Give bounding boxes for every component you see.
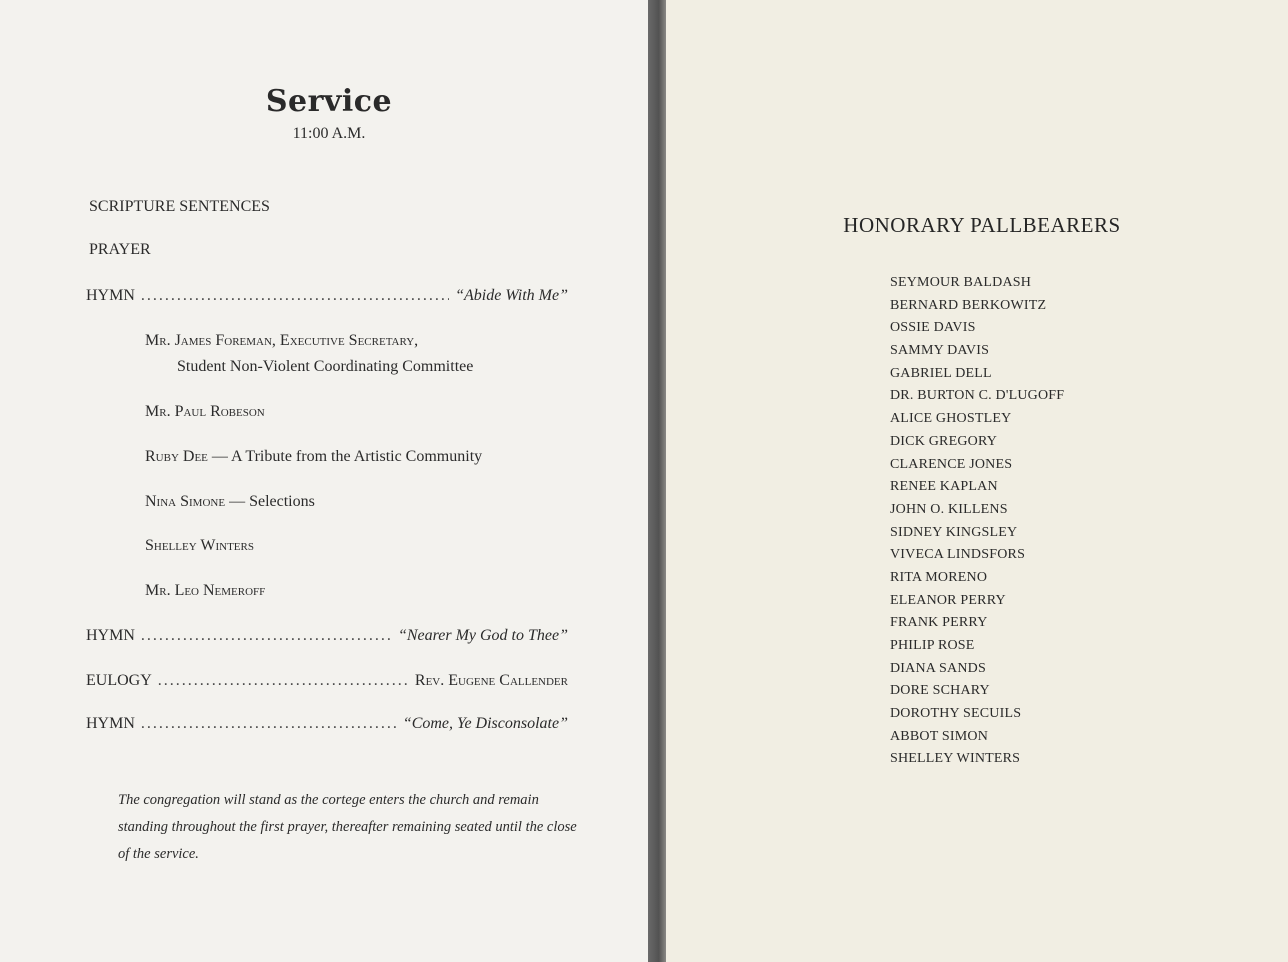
- prayer: PRAYER: [89, 241, 151, 258]
- pallbearer-name: SEYMOUR BALDASH: [890, 275, 1032, 290]
- speaker-5: Shelley Winters: [145, 537, 254, 554]
- pallbearer-name: BERNARD BERKOWITZ: [890, 297, 1047, 313]
- eulogy-label: EULOGY: [86, 672, 152, 689]
- pallbearer-name: SIDNEY KINGSLEY: [890, 524, 1018, 540]
- pallbearer-name: VIVECA LINDSFORS: [890, 547, 1026, 563]
- service-title: Service: [265, 84, 393, 119]
- pallbearer-name: ALICE GHOSTLEY: [890, 411, 1012, 427]
- hymn-row-3: [86, 715, 568, 733]
- pallbearer-name: OSSIE DAVIS: [890, 320, 976, 336]
- speaker-role: — Selections: [225, 493, 315, 510]
- speaker-3: [145, 448, 482, 466]
- dot-leader: [141, 715, 397, 733]
- pallbearer-name: DIANA SANDS: [890, 660, 986, 676]
- pallbearer-name: DORE SCHARY: [890, 683, 990, 699]
- pallbearer-name: CLARENCE JONES: [890, 456, 1013, 472]
- pallbearer-name: JOHN O. KILLENS: [890, 501, 1008, 517]
- pallbearers-list: [890, 272, 1064, 771]
- pallbearer-name: DICK GREGORY: [890, 433, 998, 449]
- speaker-1-line-2: Student Non-Violent Coordinating Committee: [177, 358, 474, 375]
- speaker-6: Mr. Leo Nemeroff: [145, 582, 266, 599]
- pallbearer-name: DR. BURTON C. D'LUGOFF: [890, 388, 1065, 404]
- dot-leader: [141, 287, 449, 305]
- speaker-1-line-1: Mr. James Foreman, Executive Secretary,: [145, 332, 419, 349]
- pallbearer-name: ELEANOR PERRY: [890, 592, 1006, 608]
- pallbearer-name: SAMMY DAVIS: [890, 343, 990, 359]
- pallbearer-name: GABRIEL DELL: [890, 365, 992, 381]
- pallbearer-name: FRANK PERRY: [890, 615, 988, 631]
- scripture-sentences: SCRIPTURE SENTENCES: [89, 198, 270, 215]
- speaker-4: [145, 493, 315, 511]
- hymn-row-2: [86, 627, 568, 645]
- hymn-label: HYMN: [86, 287, 135, 304]
- pallbearer-name: RENEE KAPLAN: [890, 479, 998, 495]
- pallbearer-name: DOROTHY SECUILS: [890, 706, 1022, 722]
- page-fold: [648, 0, 666, 962]
- eulogy-speaker: Rev. Eugene Callender: [414, 672, 568, 689]
- pallbearers-title: HONORARY PALLBEARERS: [843, 213, 1121, 237]
- hymn-title: “Abide With Me”: [455, 287, 568, 304]
- congregation-note: The congregation will stand as the cortege enters the church and remain standing throughout the first prayer, thereafter remaining seated until the close of the service.: [118, 792, 577, 862]
- hymn-title: “Nearer My God to Thee”: [397, 627, 568, 644]
- hymn-label: HYMN: [86, 715, 135, 732]
- pallbearer-name: PHILIP ROSE: [890, 638, 975, 653]
- eulogy-row: [86, 672, 568, 690]
- hymn-title: “Come, Ye Disconsolate”: [402, 715, 568, 732]
- pallbearer-name: ABBOT SIMON: [890, 728, 989, 744]
- dot-leader: [141, 627, 392, 645]
- speaker-name: Ruby Dee: [145, 448, 208, 465]
- speaker-2: Mr. Paul Robeson: [145, 403, 265, 420]
- hymn-label: HYMN: [86, 627, 135, 644]
- hymn-row-1: [86, 287, 568, 305]
- speaker-name: Nina Simone: [145, 493, 226, 510]
- service-time: 11:00 A.M.: [292, 125, 366, 142]
- pallbearer-name: RITA MORENO: [890, 569, 988, 585]
- speaker-role: — A Tribute from the Artistic Community: [207, 448, 483, 465]
- pallbearer-name: SHELLEY WINTERS: [890, 751, 1021, 767]
- dot-leader: [158, 672, 409, 690]
